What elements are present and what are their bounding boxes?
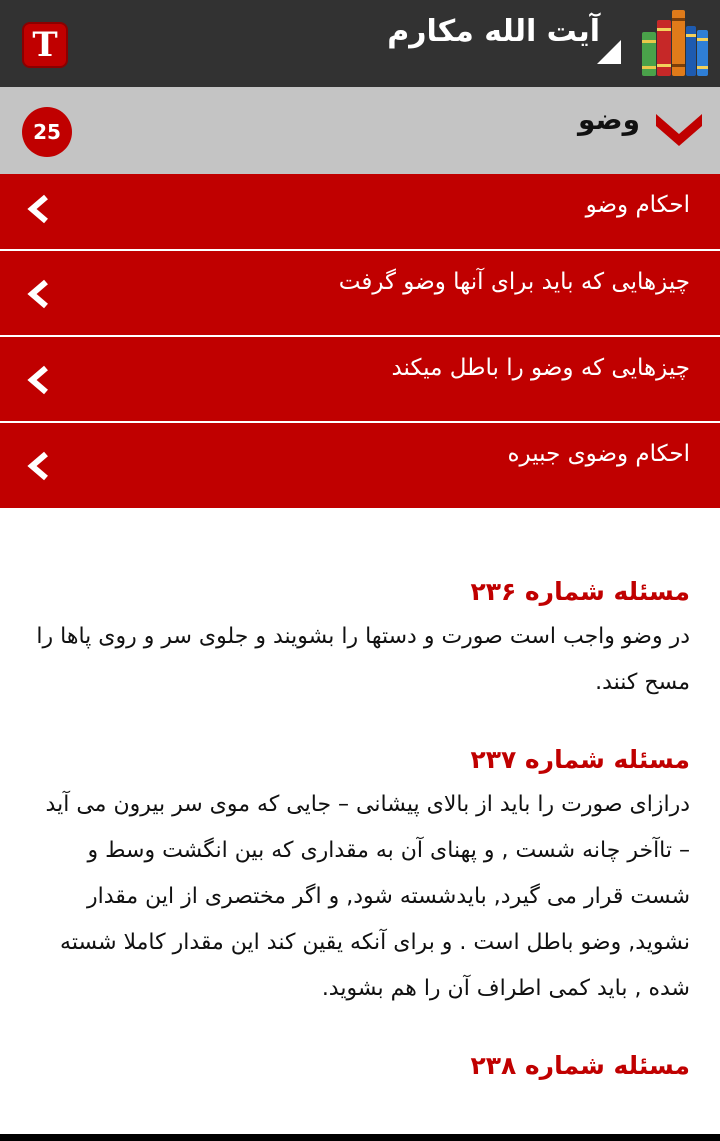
issue-item <box>30 574 690 706</box>
issue-title: مسئله شماره ۲۳۸ <box>470 1051 690 1080</box>
menu-item-label: احکام وضو <box>585 192 690 218</box>
menu-item-label: چیزهایی که باید برای آنها وضو گرفت <box>338 269 690 295</box>
issue-body: در وضو واجب است صورت و دستها را بشویند و جلوی سر و روی پاها را مسح کنند. <box>36 624 690 695</box>
books-icon <box>640 8 710 78</box>
chevron-left-icon[interactable] <box>26 194 52 224</box>
menu-item-label: احکام وضوی جبیره <box>507 441 690 467</box>
menu-item-jabira-wudu-rules[interactable] <box>0 423 720 508</box>
menu-item-things-requiring-wudu[interactable] <box>0 251 720 337</box>
count-badge: 25 <box>22 107 72 157</box>
chevron-down-icon[interactable] <box>656 108 702 148</box>
menu-item-label: چیزهایی که وضو را باطل میکند <box>391 355 690 381</box>
menu-item-things-invalidating-wudu[interactable] <box>0 337 720 423</box>
topic-menu <box>0 174 720 508</box>
menu-item-wudu-rules[interactable] <box>0 174 720 251</box>
issue-item <box>30 742 690 1012</box>
issue-title: مسئله شماره ۲۳۷ <box>470 745 690 774</box>
chevron-left-icon[interactable] <box>26 365 52 395</box>
issue-body: درازای صورت را باید از بالای پیشانی – جایی که موی سر بیرون می آید – تاآخر چانه شست , و پهنای آن به مقداری که بین انگشت وسط و شست قرار می گیرد, بایدشسته شود, و اگر مختصری از این مقدار نشوید, وضو باطل است . و برای آنکه یقین کند این مقدار کاملا شسته شده , باید کمی اطراف آن را هم بشوید. <box>45 792 690 1001</box>
issue-title: مسئله شماره ۲۳۶ <box>470 577 690 606</box>
issue-item <box>30 1048 690 1084</box>
section-title: وضو <box>577 103 640 136</box>
app-bar <box>0 0 720 87</box>
app-logo-icon[interactable]: T <box>22 22 68 68</box>
dropdown-triangle-icon[interactable] <box>597 40 621 64</box>
bottom-edge <box>0 1134 720 1141</box>
chevron-left-icon[interactable] <box>26 451 52 481</box>
chevron-left-icon[interactable] <box>26 279 52 309</box>
app-title[interactable]: آیت الله مکارم <box>387 14 600 49</box>
content-area <box>30 574 690 1120</box>
